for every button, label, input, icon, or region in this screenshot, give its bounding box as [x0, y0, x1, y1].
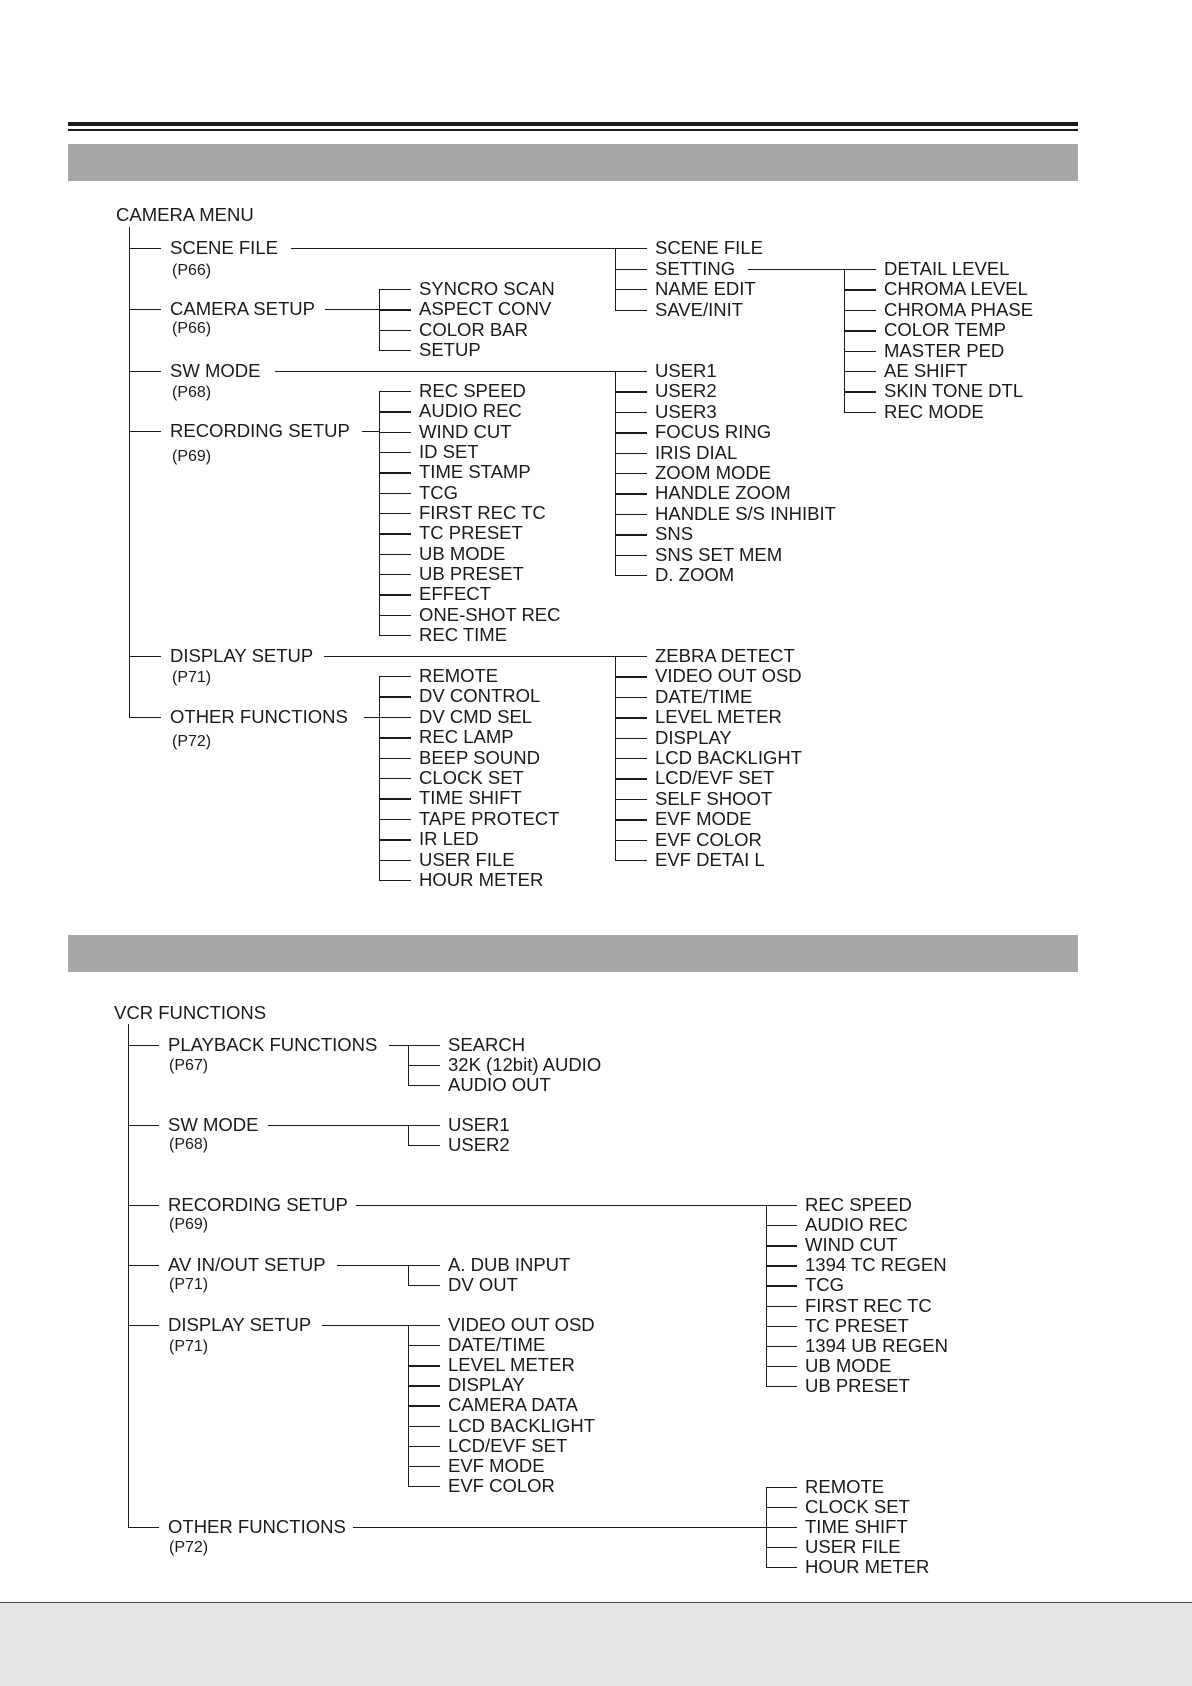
- camera-menu-header-band: [68, 144, 1078, 181]
- vcr-playback-item: SEARCH: [448, 1034, 526, 1055]
- camera-other-functions-page: (P72): [172, 733, 212, 750]
- camera-sw-item: USER1: [655, 360, 717, 381]
- camera-other-item: BEEP SOUND: [419, 746, 540, 768]
- vcr-recording-setup: RECORDING SETUP: [168, 1194, 348, 1215]
- camera-sw-item: IRIS DIAL: [655, 441, 738, 463]
- vcr-functions-title: VCR FUNCTIONS: [114, 1002, 267, 1023]
- camera-sw-mode-page: (P68): [172, 384, 212, 401]
- top-rule-thin: [68, 129, 1078, 131]
- vcr-display-item: LEVEL METER: [448, 1354, 575, 1376]
- camera-sw-item: HANDLE ZOOM: [655, 482, 791, 504]
- camera-recording-item: REC SPEED: [419, 380, 526, 401]
- camera-other-item: DV CONTROL: [419, 685, 541, 707]
- camera-recording-item: TC PRESET: [419, 522, 523, 544]
- vcr-display-item: CAMERA DATA: [448, 1394, 578, 1416]
- camera-trunk: [129, 227, 130, 717]
- camera-recording-item: EFFECT: [419, 583, 491, 605]
- vcr-recording-item: 1394 TC REGEN: [805, 1254, 947, 1276]
- camera-menu-title: CAMERA MENU: [116, 204, 254, 225]
- vcr-sw-item: USER1: [448, 1114, 510, 1135]
- camera-display-item: LCD/EVF SET: [655, 767, 775, 789]
- camera-recording-setup: RECORDING SETUP: [170, 420, 350, 441]
- vcr-playback-functions: PLAYBACK FUNCTIONS: [168, 1034, 378, 1055]
- camera-recording-setup-page: (P69): [172, 448, 212, 465]
- camera-setting-item: AE SHIFT: [884, 360, 968, 381]
- vcr-recording-item: UB PRESET: [805, 1374, 910, 1396]
- camera-sw-item: SNS: [655, 523, 694, 545]
- camera-recording-item: UB PRESET: [419, 562, 524, 584]
- camera-setting-item: DETAIL LEVEL: [884, 258, 1010, 279]
- camera-display-setup: DISPLAY SETUP: [170, 645, 314, 666]
- vcr-functions-header-band: [68, 935, 1078, 972]
- vcr-trunk: [128, 1024, 129, 1527]
- vcr-display-item: LCD/EVF SET: [448, 1434, 568, 1456]
- camera-scene-item: SETTING: [655, 257, 736, 279]
- vcr-display-item: DATE/TIME: [448, 1334, 546, 1356]
- vcr-sw-mode-page: (P68): [169, 1136, 209, 1153]
- camera-other-item: TAPE PROTECT: [419, 807, 560, 829]
- top-rule-thick: [68, 122, 1078, 126]
- camera-other-item: USER FILE: [419, 848, 515, 870]
- camera-sw-item: FOCUS RING: [655, 421, 772, 443]
- vcr-other-functions: OTHER FUNCTIONS: [168, 1516, 346, 1537]
- camera-scene-file: SCENE FILE: [170, 237, 278, 258]
- camera-setting-item: MASTER PED: [884, 339, 1005, 361]
- vcr-recording-item: 1394 UB REGEN: [805, 1334, 948, 1356]
- vcr-recording-item: TCG: [805, 1274, 845, 1296]
- camera-setting-item: COLOR TEMP: [884, 319, 1006, 341]
- camera-scene-item: SAVE/INIT: [655, 298, 744, 320]
- camera-display-item: DATE/TIME: [655, 685, 753, 707]
- camera-scene-file-page: (P66): [172, 262, 212, 279]
- vcr-recording-item: TC PRESET: [805, 1314, 909, 1336]
- camera-other-item: TIME SHIFT: [419, 787, 522, 809]
- camera-display-item: EVF COLOR: [655, 828, 762, 850]
- camera-display-item: ZEBRA DETECT: [655, 645, 795, 666]
- vcr-recording-item: WIND CUT: [805, 1234, 898, 1256]
- camera-other-item: HOUR METER: [419, 869, 544, 890]
- camera-other-item: DV CMD SEL: [419, 705, 533, 727]
- page-footer: [0, 1602, 1192, 1686]
- camera-recording-item: AUDIO REC: [419, 400, 522, 422]
- camera-scene-item: SCENE FILE: [655, 237, 763, 258]
- vcr-other-functions-page: (P72): [169, 1539, 209, 1556]
- vcr-av-in-out-setup-page: (P71): [169, 1276, 209, 1293]
- vcr-sw-item: USER2: [448, 1134, 510, 1155]
- vcr-sw-mode: SW MODE: [168, 1114, 259, 1135]
- camera-setting-item: CHROMA PHASE: [884, 298, 1034, 320]
- camera-recording-item: REC TIME: [419, 623, 508, 645]
- camera-setup-item: COLOR BAR: [419, 318, 528, 340]
- vcr-recording-item: REC SPEED: [805, 1194, 912, 1215]
- vcr-playback-item: AUDIO OUT: [448, 1074, 551, 1095]
- camera-setting-item: CHROMA LEVEL: [884, 278, 1028, 300]
- camera-scene-item: NAME EDIT: [655, 278, 756, 299]
- vcr-recording-item: AUDIO REC: [805, 1214, 908, 1236]
- vcr-playback-item: 32K (12bit) AUDIO: [448, 1054, 602, 1075]
- camera-sw-item: SNS SET MEM: [655, 543, 783, 565]
- camera-other-item: REC LAMP: [419, 726, 514, 748]
- camera-other-item: IR LED: [419, 828, 479, 850]
- camera-setting-item: REC MODE: [884, 400, 984, 422]
- vcr-av-in-out-setup: AV IN/OUT SETUP: [168, 1254, 326, 1275]
- camera-other-functions: OTHER FUNCTIONS: [170, 706, 348, 727]
- camera-other-item: CLOCK SET: [419, 767, 524, 788]
- vcr-other-item: CLOCK SET: [805, 1496, 910, 1517]
- vcr-other-item: TIME SHIFT: [805, 1516, 908, 1537]
- camera-display-item: LEVEL METER: [655, 706, 782, 728]
- vcr-display-item: VIDEO OUT OSD: [448, 1314, 595, 1335]
- camera-sw-item: D. ZOOM: [655, 564, 735, 585]
- camera-recording-item: TIME STAMP: [419, 461, 531, 483]
- camera-display-item: EVF DETAI L: [655, 849, 765, 870]
- camera-sw-item: USER2: [655, 380, 717, 402]
- camera-recording-item: ID SET: [419, 440, 479, 462]
- vcr-other-item: USER FILE: [805, 1536, 901, 1557]
- vcr-display-setup-page: (P71): [169, 1338, 209, 1355]
- camera-sw-item: HANDLE S/S INHIBIT: [655, 502, 836, 524]
- camera-setup-item: ASPECT CONV: [419, 298, 552, 320]
- camera-other-item: REMOTE: [419, 665, 499, 686]
- vcr-av-item: A. DUB INPUT: [448, 1254, 571, 1275]
- camera-display-item: DISPLAY: [655, 726, 732, 748]
- vcr-av-item: DV OUT: [448, 1274, 518, 1295]
- vcr-display-item: DISPLAY: [448, 1374, 525, 1396]
- camera-sw-item: ZOOM MODE: [655, 462, 772, 483]
- vcr-display-item: EVF COLOR: [448, 1474, 555, 1496]
- vcr-other-item: REMOTE: [805, 1476, 885, 1497]
- camera-setup-item: SYNCRO SCAN: [419, 278, 555, 299]
- camera-display-item: LCD BACKLIGHT: [655, 747, 803, 768]
- camera-display-item: EVF MODE: [655, 808, 752, 830]
- vcr-recording-setup-page: (P69): [169, 1216, 209, 1233]
- camera-recording-item: WIND CUT: [419, 420, 512, 442]
- camera-sw-mode: SW MODE: [170, 360, 261, 381]
- camera-camera-setup: CAMERA SETUP: [170, 298, 315, 319]
- vcr-recording-item: FIRST REC TC: [805, 1294, 932, 1316]
- camera-display-setup-page: (P71): [172, 669, 212, 686]
- vcr-other-item: HOUR METER: [805, 1556, 930, 1577]
- camera-setting-item: SKIN TONE DTL: [884, 380, 1024, 402]
- camera-recording-item: UB MODE: [419, 542, 506, 564]
- camera-recording-item: TCG: [419, 481, 459, 503]
- vcr-display-item: EVF MODE: [448, 1454, 545, 1476]
- vcr-display-item: LCD BACKLIGHT: [448, 1414, 596, 1436]
- camera-camera-setup-page: (P66): [172, 320, 212, 337]
- vcr-display-setup: DISPLAY SETUP: [168, 1314, 312, 1335]
- camera-display-item: VIDEO OUT OSD: [655, 665, 802, 687]
- camera-setup-item: SETUP: [419, 338, 481, 360]
- camera-display-item: SELF SHOOT: [655, 787, 773, 809]
- vcr-recording-item: UB MODE: [805, 1354, 892, 1376]
- vcr-playback-functions-page: (P67): [169, 1057, 209, 1074]
- camera-sw-item: USER3: [655, 400, 717, 422]
- camera-recording-item: FIRST REC TC: [419, 501, 546, 523]
- camera-recording-item: ONE-SHOT REC: [419, 603, 561, 625]
